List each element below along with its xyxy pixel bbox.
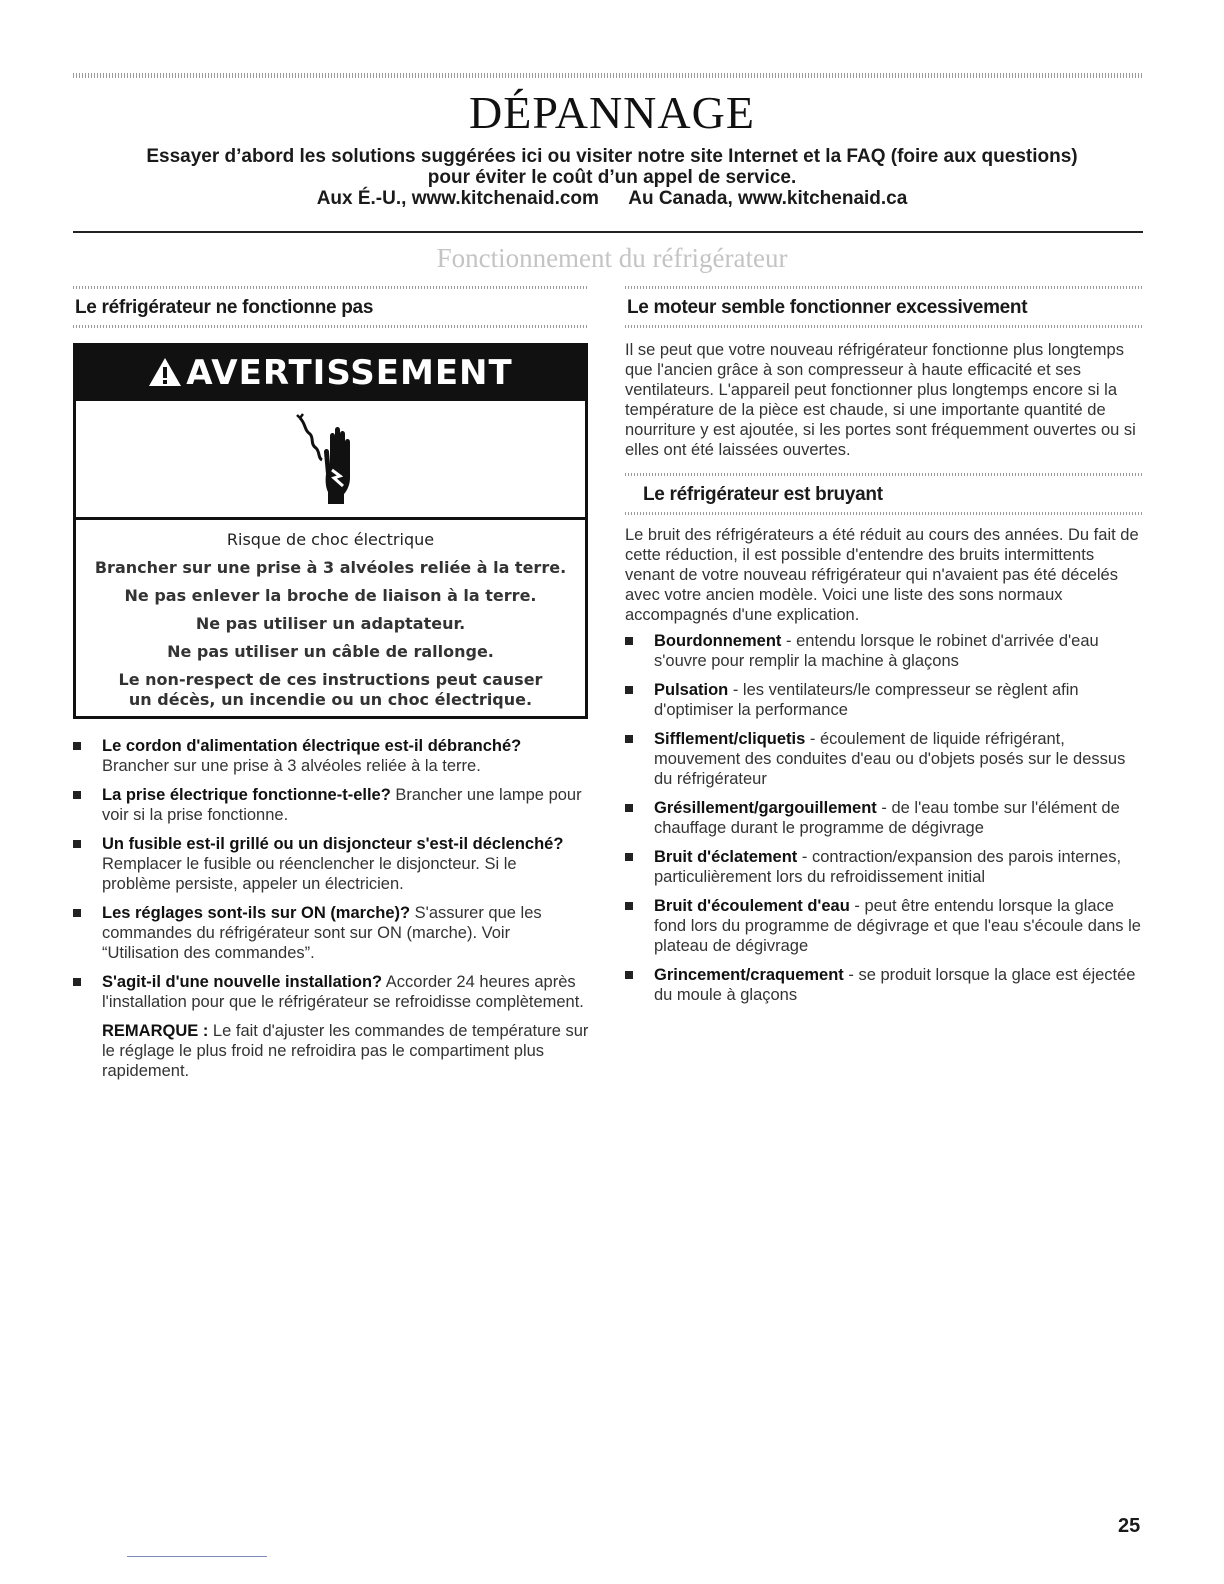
subsection-heading-not-running: Le réfrigérateur ne fonctionne pas	[75, 297, 374, 318]
subsection-divider	[625, 512, 1143, 515]
sound-description: - contraction/expansion des parois internes, particulièrement lors du refroidissement initial	[654, 848, 1122, 886]
website-us[interactable]: Aux É.-U., www.kitchenaid.com	[316, 188, 599, 209]
list-item	[625, 631, 1143, 671]
top-divider	[73, 73, 1143, 78]
noise-paragraph: Le bruit des réfrigérateurs a été réduit au cours des années. Du fait de cette réduction, il est possible d'entendre des bruits intermittents venant de votre nouveau réfrigérateur qui n'avaient pas été décelés avec votre ancien modèle. Voici une liste des sons normaux accompagnés d'une explication.	[625, 526, 1139, 624]
intro-line-2: pour éviter le coût d’un appel de service.	[427, 167, 797, 188]
website-ca[interactable]: Au Canada, www.kitchenaid.ca	[628, 188, 908, 209]
footer-line	[127, 1556, 267, 1557]
item-answer: Brancher une lampe pour voir si la prise fonctionne.	[102, 786, 582, 824]
warning-line: Ne pas utiliser un câble de rallonge.	[167, 642, 494, 661]
motor-paragraph: Il se peut que votre nouveau réfrigérateur fonctionne plus longtemps que l'ancien grâce à son compresseur à haute efficacité et ses ventilateurs. L'appareil peut fonctionner plus longtemps encore si la température de la pièce est chaude, si une importante quantité de nourriture y est ajoutée, si les portes sont fréquemment ouvertes ou si elles ont été laissées ouvertes.	[625, 341, 1136, 459]
list-item	[625, 965, 1143, 1005]
page-number: 25	[1118, 1515, 1141, 1537]
sound-description: - écoulement de liquide réfrigérant, mouvement des conduites d'eau ou d'objets posés sur le dessus du réfrigérateur	[654, 730, 1126, 788]
intro-line-1: Essayer d’abord les solutions suggérées ici ou visiter notre site Internet et la FAQ (foire aux questions)	[146, 146, 1078, 167]
warning-consequence	[86, 670, 575, 710]
warning-pictogram-area	[76, 401, 585, 520]
sound-description: - se produit lorsque la glace est éjectée du moule à glaçons	[654, 966, 1136, 1004]
warning-label: AVERTISSEMENT	[186, 353, 513, 393]
subsection-heading-noise: Le réfrigérateur est bruyant	[643, 484, 883, 505]
list-item	[73, 834, 589, 894]
warning-risk: Risque de choc électrique	[226, 530, 435, 549]
warning-header	[76, 346, 585, 401]
sound-name: Bruit d'écoulement d'eau	[654, 897, 850, 915]
warning-line: Brancher sur une prise à 3 alvéoles reliée à la terre.	[94, 558, 567, 577]
list-item	[73, 903, 589, 963]
sound-name: Sifflement/cliquetis	[654, 730, 806, 748]
sound-name: Grésillement/gargouillement	[654, 799, 877, 817]
left-column	[73, 286, 589, 1081]
warning-triangle-icon	[148, 357, 182, 387]
item-question: Le cordon d'alimentation électrique est-il débranché?	[102, 737, 522, 755]
item-answer: S'assurer que les commandes du réfrigérateur sont sur ON (marche). Voir “Utilisation des commandes”.	[102, 904, 542, 962]
subsection-divider	[625, 325, 1143, 328]
section-title: Fonctionnement du réfrigérateur	[436, 243, 788, 273]
sound-name: Grincement/craquement	[654, 966, 844, 984]
sound-description: - entendu lorsque le robinet d'arrivée d'eau s'ouvre pour remplir la machine à glaçons	[654, 632, 1099, 670]
warning-consequence-line-1: Le non-respect de ces instructions peut causer	[118, 670, 543, 689]
note	[73, 1021, 589, 1081]
warning-consequence-line-2: un décès, un incendie ou un choc électrique.	[128, 690, 533, 709]
item-question: Un fusible est-il grillé ou un disjoncteur s'est-il déclenché?	[102, 835, 564, 853]
sound-description: - de l'eau tombe sur l'élément de chauffage durant le programme de dégivrage	[654, 799, 1120, 837]
list-item	[73, 736, 589, 776]
warning-text	[76, 520, 585, 716]
list-item	[625, 729, 1143, 789]
website-links	[0, 188, 1224, 209]
warning-box	[73, 343, 588, 719]
page-title: DÉPANNAGE	[469, 87, 755, 138]
right-column	[625, 286, 1143, 1014]
note-label: REMARQUE :	[102, 1022, 209, 1040]
list-item	[73, 785, 589, 825]
checklist	[73, 736, 589, 1012]
sound-name: Pulsation	[654, 681, 729, 699]
list-item	[625, 896, 1143, 956]
sounds-list	[625, 631, 1143, 1005]
list-item	[625, 798, 1143, 838]
item-answer: Brancher sur une prise à 3 alvéoles reliée à la terre.	[102, 757, 481, 775]
list-item	[625, 847, 1143, 887]
sound-name: Bourdonnement	[654, 632, 782, 650]
item-answer: Accorder 24 heures après l'installation pour que le réfrigérateur se refroidisse complètement.	[102, 973, 584, 1011]
subsection-divider	[73, 325, 589, 328]
sound-description: - peut être entendu lorsque la glace fond lors du programme de dégivrage et que l'eau s'écoule dans le plateau de dégivrage	[654, 897, 1141, 955]
sound-description: - les ventilateurs/le compresseur se règlent afin d'optimiser la performance	[654, 681, 1079, 719]
list-item	[73, 972, 589, 1012]
noise-section	[625, 473, 1143, 1005]
list-item	[625, 680, 1143, 720]
subsection-heading-motor: Le moteur semble fonctionner excessivement	[627, 297, 1028, 318]
item-question: S'agit-il d'une nouvelle installation?	[102, 973, 383, 991]
electric-shock-hand-icon	[296, 412, 366, 506]
intro-text	[0, 146, 1224, 209]
warning-line: Ne pas utiliser un adaptateur.	[195, 614, 466, 633]
note-text: Le fait d'ajuster les commandes de température sur le réglage le plus froid ne refroidira pas le compartiment plus rapidement.	[102, 1022, 589, 1080]
sound-name: Bruit d'éclatement	[654, 848, 798, 866]
item-question: Les réglages sont-ils sur ON (marche)?	[102, 904, 411, 922]
warning-line: Ne pas enlever la broche de liaison à la terre.	[124, 586, 537, 605]
header-divider	[73, 231, 1143, 233]
item-question: La prise électrique fonctionne-t-elle?	[102, 786, 391, 804]
item-answer: Remplacer le fusible ou réenclencher le disjoncteur. Si le problème persiste, appeler un électricien.	[102, 855, 517, 893]
